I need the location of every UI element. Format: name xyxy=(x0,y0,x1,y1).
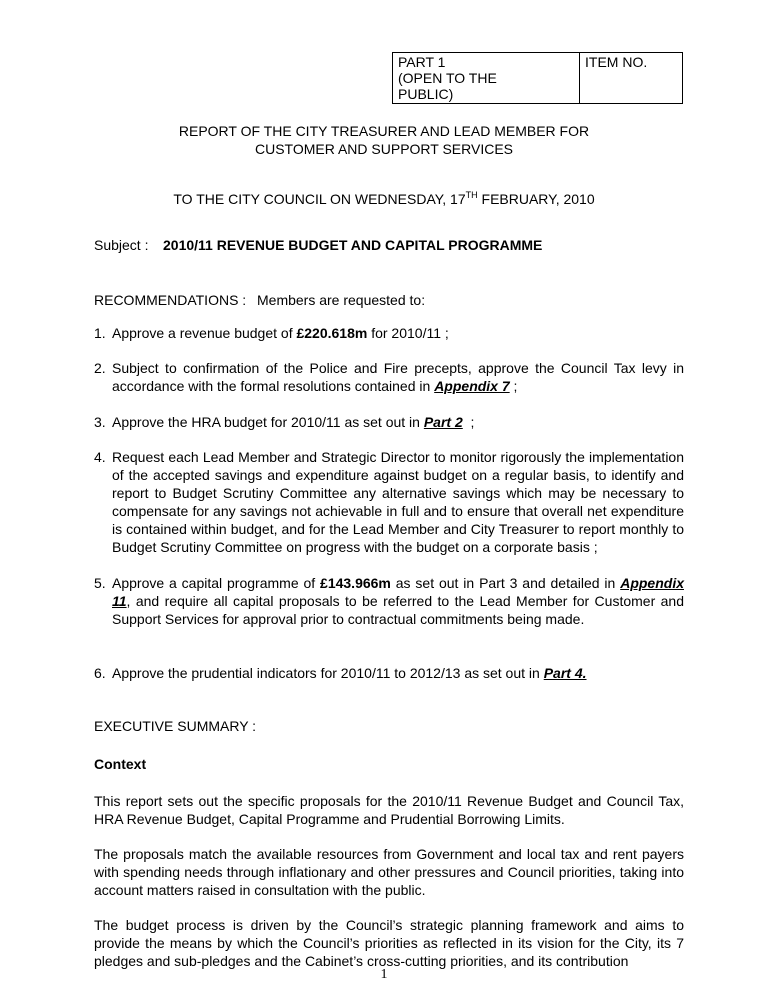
summary-paragraph: The budget process is driven by the Council’s strategic planning framework and aims to provide the means by which the Council’s priorities as reflected in its vision for the City, its 7 pledges and sub-pledges and the Cabinet’s cross-cutting priorities, and its contribution xyxy=(94,917,684,969)
subject-value: 2010/11 REVENUE BUDGET AND CAPITAL PROGRAMME xyxy=(163,237,543,253)
part-label: PART 1 xyxy=(398,54,446,70)
recommendation-number: 1. xyxy=(94,325,106,341)
rec-text: ; xyxy=(509,378,518,394)
council-date-post: FEBRUARY, 2010 xyxy=(477,191,595,207)
part-2-link[interactable]: Part 2 xyxy=(423,414,463,430)
capital-programme-amount: £143.966m xyxy=(320,575,391,591)
rec-text: for 2010/11 ; xyxy=(367,325,449,341)
part-item-box xyxy=(392,52,683,104)
report-title-line1: REPORT OF THE CITY TREASURER AND LEAD MEMBER FOR xyxy=(178,123,590,139)
recommendations-label: RECOMMENDATIONS : xyxy=(94,292,247,308)
appendix-11-link[interactable]: Appendix 11 xyxy=(112,575,684,609)
page-number: 1 xyxy=(380,967,388,982)
rec-text: ; xyxy=(462,414,475,430)
rec-text: Subject to confirmation of the Police and Fire precepts, approve the Council Tax levy in accordance with the formal resolutions contained in xyxy=(112,360,684,394)
context-heading: Context xyxy=(94,756,147,772)
rec-text: Approve a capital programme of xyxy=(112,575,321,591)
executive-summary-heading: EXECUTIVE SUMMARY : xyxy=(94,718,257,734)
council-date-sup: TH xyxy=(465,190,478,200)
revenue-budget-amount: £220.618m xyxy=(296,325,368,341)
item-no-label: ITEM NO. xyxy=(585,54,648,70)
recommendation-number: 4. xyxy=(94,449,106,465)
rec-text: Approve a revenue budget of xyxy=(112,325,297,341)
subject-label: Subject : xyxy=(94,237,149,253)
recommendation-number: 6. xyxy=(94,665,106,681)
council-date-pre: TO THE CITY COUNCIL ON WEDNESDAY, 17 xyxy=(173,191,466,207)
appendix-7-link[interactable]: Appendix 7 xyxy=(434,378,510,394)
item-no-cell xyxy=(580,53,682,103)
report-title-line2: CUSTOMER AND SUPPORT SERVICES xyxy=(254,141,514,157)
recommendation-number: 3. xyxy=(94,414,106,430)
summary-paragraph: The proposals match the available resources from Government and local tax and rent payers with spending needs through inflationary and other pressures and Council priorities, taking into account matters raised in consultation with the public. xyxy=(94,846,684,898)
part-4-link[interactable]: Part 4. xyxy=(543,665,587,681)
rec-text: Approve the HRA budget for 2010/11 as set out in xyxy=(112,414,424,430)
recommendations-intro: Members are requested to: xyxy=(257,292,426,308)
recommendation-number: 5. xyxy=(94,575,106,591)
open-label: (OPEN TO THE xyxy=(398,70,497,86)
summary-paragraph: This report sets out the specific proposals for the 2010/11 Revenue Budget and Council Tax, HRA Revenue Budget, Capital Programme and Prudential Borrowing Limits. xyxy=(94,793,684,827)
part-cell xyxy=(393,53,580,103)
recommendation-number: 2. xyxy=(94,360,106,376)
public-label: PUBLIC) xyxy=(398,86,454,102)
rec-text: Request each Lead Member and Strategic Director to monitor rigorously the implementation of the accepted savings and expenditure against budget on a regular basis, to identify and report to Budget Scrutiny Committee any alternative savings which may be necessary to compensate for any savings not achievable in full and to ensure that overall net expenditure is contained within budget, and for the Lead Member and City Treasurer to report monthly to Budget Scrutiny Committee on progress with the budget on a corporate basis ; xyxy=(112,449,684,555)
rec-text: , and require all capital proposals to be referred to the Lead Member for Customer and Support Services for approval prior to contractual commitments being made. xyxy=(112,593,684,627)
rec-text: Approve the prudential indicators for 2010/11 to 2012/13 as set out in xyxy=(112,665,544,681)
rec-text: as set out in Part 3 and detailed in xyxy=(390,575,621,591)
council-meeting-line xyxy=(0,190,768,208)
